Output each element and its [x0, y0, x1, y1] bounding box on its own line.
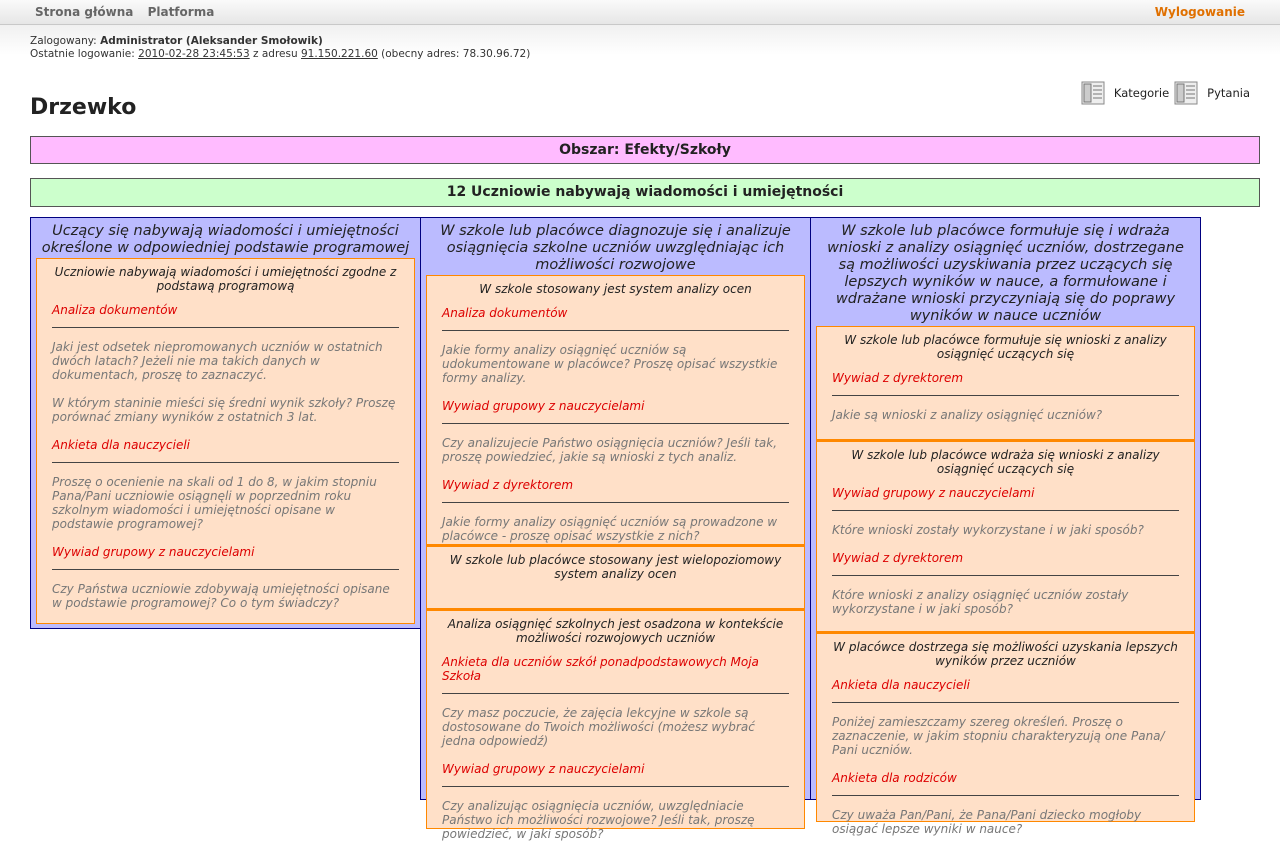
login-info — [30, 35, 530, 61]
question-text: Poniżej zamieszczamy szereg określeń. Proszę o zaznaczenie, w jakim stopniu charakteryzują one Pana/ Pani uczniów. — [832, 715, 1165, 757]
divider — [442, 330, 789, 331]
logout-link[interactable]: Wylogowanie — [1154, 5, 1245, 19]
current-address: (obecny adres: 78.30.96.72) — [381, 48, 531, 60]
indicator-title: Analiza osiągnięć szkolnych jest osadzona w kontekście możliwości rozwojowych uczniów — [447, 617, 784, 645]
categories-link[interactable] — [1080, 80, 1169, 106]
nav-platform-link[interactable]: Platforma — [147, 5, 215, 19]
question-text: Proszę o ocenienie na skali od 1 do 8, w jakim stopniu Pana/Pani uczniowie osiągnęli w poprzednim roku szkolnym wiadomości i umiejętności opisane w podstawie programowej? — [52, 475, 377, 531]
method-link[interactable]: Wywiad grupowy z nauczycielami — [52, 545, 255, 559]
divider — [832, 575, 1179, 576]
top-nav — [35, 5, 224, 19]
indicator-card — [426, 275, 805, 545]
method-link[interactable]: Wywiad z dyrektorem — [832, 551, 964, 565]
last-login-date-link[interactable]: 2010-02-28 23:45:53 — [138, 48, 250, 60]
nav-home-link[interactable]: Strona główna — [35, 5, 134, 19]
question-text: Jaki jest odsetek niepromowanych uczniów w ostatnich dwóch latach? Jeżeli nie ma takich danych w dokumentach, proszę to zaznaczyć. — [52, 340, 383, 382]
indicator-card — [816, 440, 1195, 632]
indicator-title: W szkole stosowany jest system analizy ocen — [479, 282, 752, 296]
indicator-title: W placówce dostrzega się możliwości uzyskania lepszych wyników przez uczniów — [833, 640, 1178, 668]
divider — [442, 423, 789, 424]
column-3 — [810, 217, 1201, 836]
view-links — [1076, 80, 1250, 106]
question-text: Czy masz poczucie, że zajęcia lekcyjne w szkole są dostosowane do Twoich możliwości (możesz wybrać jedna odpowiedź) — [442, 706, 755, 748]
indicator-card — [816, 326, 1195, 440]
divider — [832, 795, 1179, 796]
method-link[interactable]: Ankieta dla rodziców — [832, 771, 957, 785]
method-link[interactable]: Wywiad z dyrektorem — [442, 478, 574, 492]
divider — [52, 327, 399, 328]
indicator-title: W szkole lub placówce stosowany jest wielopoziomowy system analizy ocen — [449, 553, 782, 581]
method-link[interactable]: Ankieta dla nauczycieli — [832, 678, 971, 692]
column-1 — [30, 217, 421, 629]
divider — [832, 510, 1179, 511]
method-link[interactable]: Wywiad grupowy z nauczycielami — [442, 762, 645, 776]
method-link[interactable]: Analiza dokumentów — [52, 303, 178, 317]
method-link[interactable]: Wywiad grupowy z nauczycielami — [442, 399, 645, 413]
divider — [52, 462, 399, 463]
question-text: Które wnioski zostały wykorzystane i w jaki sposób? — [832, 523, 1144, 537]
question-text: Czy Państwa uczniowie zdobywają umiejętności opisane w podstawie programowej? Co o tym świadczy? — [52, 582, 390, 610]
top-bar — [0, 0, 1280, 25]
questions-link[interactable] — [1173, 80, 1250, 106]
divider — [442, 502, 789, 503]
question-text: Jakie formy analizy osiągnięć uczniów są prowadzone w placówce - proszę opisać wszystkie z nich? — [442, 515, 778, 543]
divider — [442, 786, 789, 787]
area-band: Obszar: Efekty/Szkoły — [30, 136, 1260, 164]
last-login-label: Ostatnie logowanie: — [30, 48, 135, 60]
indicator-card — [36, 258, 415, 624]
page-title: Drzewko — [30, 95, 137, 120]
from-label: z adresu — [253, 48, 298, 60]
column-title: W szkole lub placówce formułuje się i wdraża wnioski z analizy osiągnięć uczniów, dostrzegane są możliwości uzyskiwania przez uczących się lepszych wyników w nauce, a formułowane i wdrażane wnioski przyczyniają się do poprawy wyników w nauce uczniów — [827, 223, 1184, 324]
method-link[interactable]: Wywiad z dyrektorem — [832, 371, 964, 385]
question-text: Które wnioski z analizy osiągnięć uczniów zostały wykorzystane i w jaki sposób? — [832, 588, 1129, 616]
indicator-title: W szkole lub placówce formułuje się wnioski z analizy osiągnięć uczących się — [844, 333, 1167, 361]
column-2 — [420, 217, 811, 841]
divider — [442, 693, 789, 694]
indicator-card — [816, 632, 1195, 836]
question-text: Czy analizując osiągnięcia uczniów, uwzględniacie Państwo ich możliwości rozwojowe? Jeśli tak, proszę powiedzieć, w jaki sposób? — [442, 799, 755, 841]
question-text: Jakie są wnioski z analizy osiągnięć uczniów? — [832, 408, 1103, 422]
method-link[interactable]: Analiza dokumentów — [442, 306, 568, 320]
question-text: Jakie formy analizy osiągnięć uczniów są udokumentowane w placówce? Proszę opisać wszystkie formy analizy. — [442, 343, 778, 385]
divider — [832, 702, 1179, 703]
questions-icon — [1173, 80, 1199, 106]
indicator-card — [426, 609, 805, 841]
requirement-band: 12 Uczniowie nabywają wiadomości i umiejętności — [30, 178, 1260, 207]
indicator-title: Uczniowie nabywają wiadomości i umiejętności zgodne z podstawą programową — [54, 265, 397, 293]
logged-user: Administrator (Aleksander Smołowik) — [100, 35, 323, 47]
last-login-ip-link[interactable]: 91.150.221.60 — [300, 48, 378, 60]
logged-label: Zalogowany: — [30, 35, 97, 47]
method-link[interactable]: Ankieta dla nauczycieli — [52, 438, 191, 452]
method-link[interactable]: Wywiad grupowy z nauczycielami — [832, 486, 1035, 500]
questions-label[interactable]: Pytania — [1207, 86, 1250, 100]
indicator-card — [426, 545, 805, 609]
question-text: W którym staninie mieści się średni wynik szkoły? Proszę porównać zmiany wyników z ostatnich 3 lat. — [52, 396, 396, 424]
categories-label[interactable]: Kategorie — [1113, 86, 1170, 100]
indicator-title: W szkole lub placówce wdraża się wnioski z analizy osiągnięć uczących się — [851, 448, 1160, 476]
column-title: Uczący się nabywają wiadomości i umiejętności określone w odpowiedniej podstawie programowej — [41, 223, 410, 256]
divider — [832, 395, 1179, 396]
column-title: W szkole lub placówce diagnozuje się i analizuje osiągnięcia szkolne uczniów uwzględniając ich możliwości rozwojowe — [440, 223, 791, 273]
divider — [52, 569, 399, 570]
method-link[interactable]: Ankieta dla uczniów szkół ponadpodstawowych Moja Szkoła — [442, 655, 759, 683]
question-text: Czy uważa Pan/Pani, że Pana/Pani dziecko mogłoby osiągać lepsze wyniki w nauce? — [832, 808, 1142, 836]
question-text: Czy analizujecie Państwo osiągnięcia uczniów? Jeśli tak, proszę powiedzieć, jakie są wnioski z tych analiz. — [442, 436, 778, 464]
categories-icon — [1080, 80, 1106, 106]
